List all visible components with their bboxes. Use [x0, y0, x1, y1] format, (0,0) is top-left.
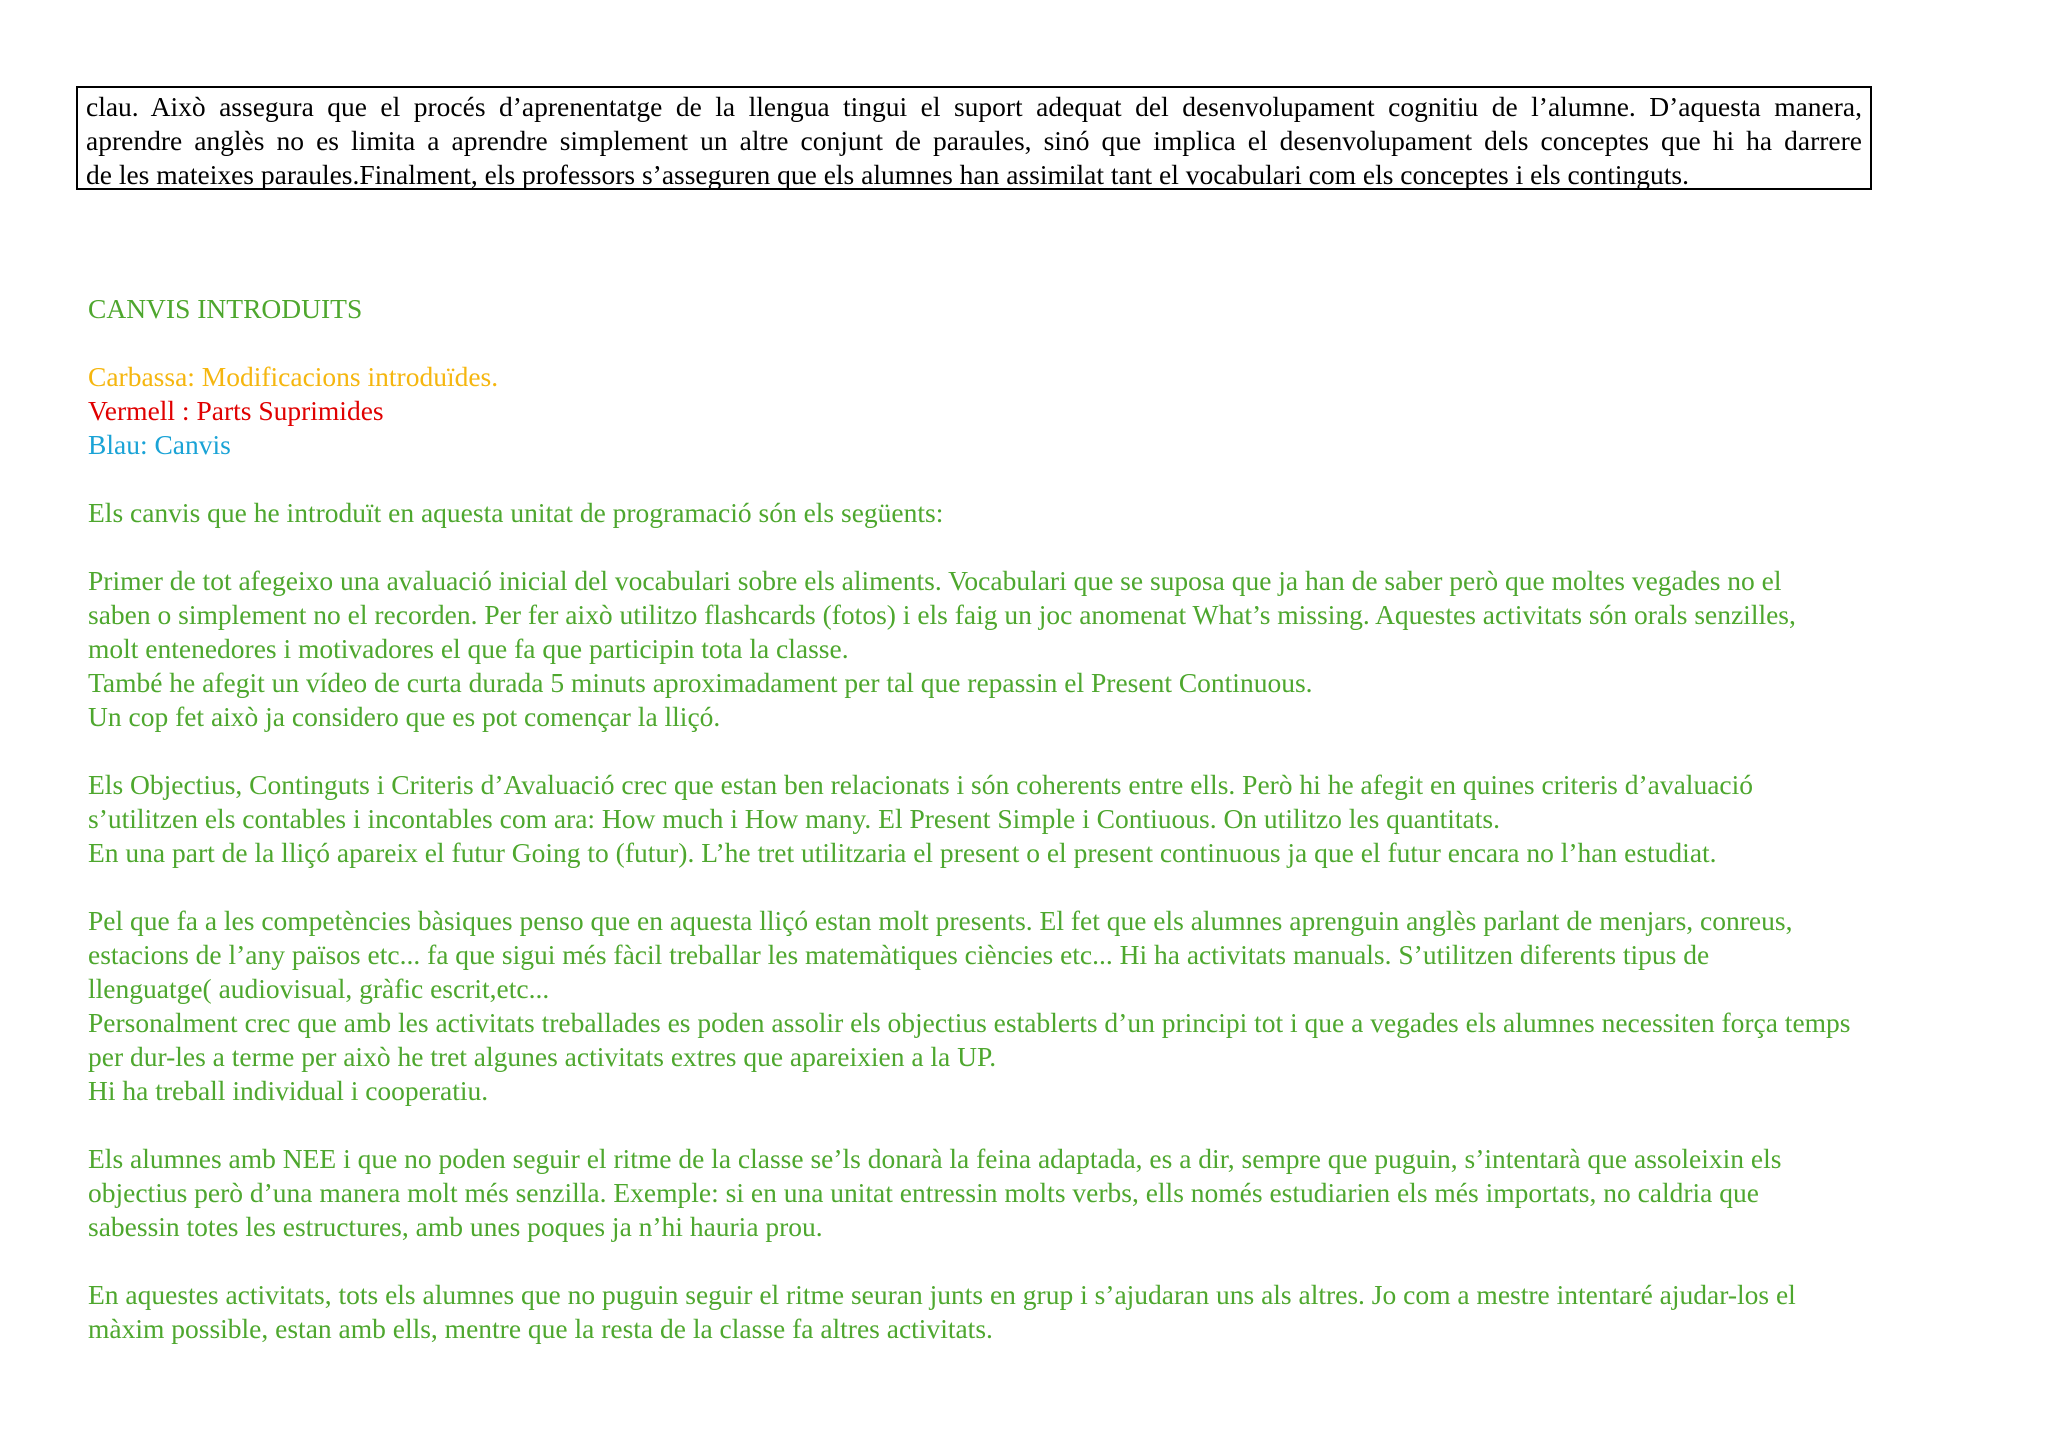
paragraph-line: En una part de la lliçó apareix el futur Going to (futur). L’he tret utilitzaria el present o el present continuous ja que el futur encara no l’han estudiat.	[88, 837, 1717, 868]
blank-line	[88, 870, 2028, 904]
paragraph-competencies	[88, 904, 2028, 1108]
paragraph-line: Primer de tot afegeixo una avaluació inicial del vocabulari sobre els aliments. Vocabulari que se suposa que ja han de saber però que moltes vegades no el	[88, 565, 1782, 596]
paragraph-special-needs	[88, 1142, 2028, 1244]
legend-red: Vermell : Parts Suprimides	[88, 395, 384, 426]
paragraph-line: per dur-les a terme per això he tret algunes activitats extres que apareixien a la UP.	[88, 1041, 997, 1072]
section-heading: CANVIS INTRODUITS	[88, 293, 363, 324]
legend-blue: Blau: Canvis	[88, 429, 231, 460]
blank-line	[88, 326, 2028, 360]
blank-line	[88, 734, 2028, 768]
paragraph-line: estacions de l’any països etc... fa que sigui més fàcil treballar les matemàtiques ciències etc... Hi ha activitats manuals. S’utilitzen diferents tipus de	[88, 939, 1710, 970]
paragraph-objectives	[88, 768, 2028, 870]
paragraph-line: objectius però d’una manera molt més senzilla. Exemple: si en una unitat entressin molts verbs, ells només estudiarien els més importats, no caldria que	[88, 1177, 1759, 1208]
blank-line	[88, 530, 2028, 564]
paragraph-line: També he afegit un vídeo de curta durada 5 minuts aproximadament per tal que repassin el Present Continuous.	[88, 667, 1313, 698]
paragraph-line: Els alumnes amb NEE i que no poden seguir el ritme de la classe se’ls donarà la feina adaptada, es a dir, sempre que puguin, s’intentarà que assoleixin els	[88, 1143, 1782, 1174]
paragraph-line: màxim possible, estan amb ells, mentre que la resta de la classe fa altres activitats.	[88, 1313, 993, 1344]
paragraph-initial-assessment	[88, 564, 2028, 734]
paragraph-line: Els Objectius, Continguts i Criteris d’Avaluació crec que estan ben relacionats i són coherents entre ells. Però hi he afegit en quines criteris d’avaluació	[88, 769, 1753, 800]
blank-line	[88, 1108, 2028, 1142]
paragraph-line: Personalment crec que amb les activitats treballades es poden assolir els objectius establerts d’un principi tot i que a vegades els alumnes necessiten força temps	[88, 1007, 1851, 1038]
paragraph-line: Hi ha treball individual i cooperatiu.	[88, 1075, 489, 1106]
document-body	[88, 292, 2028, 1346]
boxed-text-frame	[76, 86, 1872, 190]
paragraph-group-work	[88, 1278, 2028, 1346]
paragraph-line: llenguatge( audiovisual, gràfic escrit,etc...	[88, 973, 550, 1004]
paragraph-line: Pel que fa a les competències bàsiques penso que en aquesta lliçó estan molt presents. El fet que els alumnes aprenguin anglès parlant de menjars, conreus,	[88, 905, 1793, 936]
paragraph-intro	[88, 496, 2028, 530]
paragraph-line: Els canvis que he introduït en aquesta unitat de programació són els següents:	[88, 497, 944, 528]
paragraph-line: sabessin totes les estructures, amb unes poques ja n’hi hauria prou.	[88, 1211, 823, 1242]
paragraph-line: En aquestes activitats, tots els alumnes que no puguin seguir el ritme seuran junts en grup i s’ajudaran uns als altres. Jo com a mestre intentaré ajudar-los el	[88, 1279, 1796, 1310]
paragraph-line: molt entenedores i motivadores el que fa que participin tota la classe.	[88, 633, 849, 664]
paragraph-line: s’utilitzen els contables i incontables com ara: How much i How many. El Present Simple i Contiuous. On utilitzo les quantitats.	[88, 803, 1500, 834]
color-legend	[88, 360, 2028, 462]
boxed-text-line: clau. Això assegura que el procés d’aprenentatge de la llengua tingui el suport adequat del desenvolupament cognitiu de l’alumne. D’aquesta manera,	[86, 91, 1862, 122]
paragraph-line: saben o simplement no el recorden. Per fer això utilitzo flashcards (fotos) i els faig un joc anomenat What’s missing. Aquestes activitats són orals senzilles,	[88, 599, 1796, 630]
legend-orange: Carbassa: Modificacions introduïdes.	[88, 361, 499, 392]
blank-line	[88, 1244, 2028, 1278]
paragraph-line: Un cop fet això ja considero que es pot començar la lliçó.	[88, 701, 721, 732]
blank-line	[88, 462, 2028, 496]
boxed-text-line: de les mateixes paraules.Finalment, els professors s’asseguren que els alumnes han assimilat tant el vocabulari com els conceptes i els continguts.	[86, 159, 1689, 190]
boxed-text-line: aprendre anglès no es limita a aprendre simplement un altre conjunt de paraules, sinó que implica el desenvolupament dels conceptes que hi ha darrere	[86, 125, 1862, 156]
